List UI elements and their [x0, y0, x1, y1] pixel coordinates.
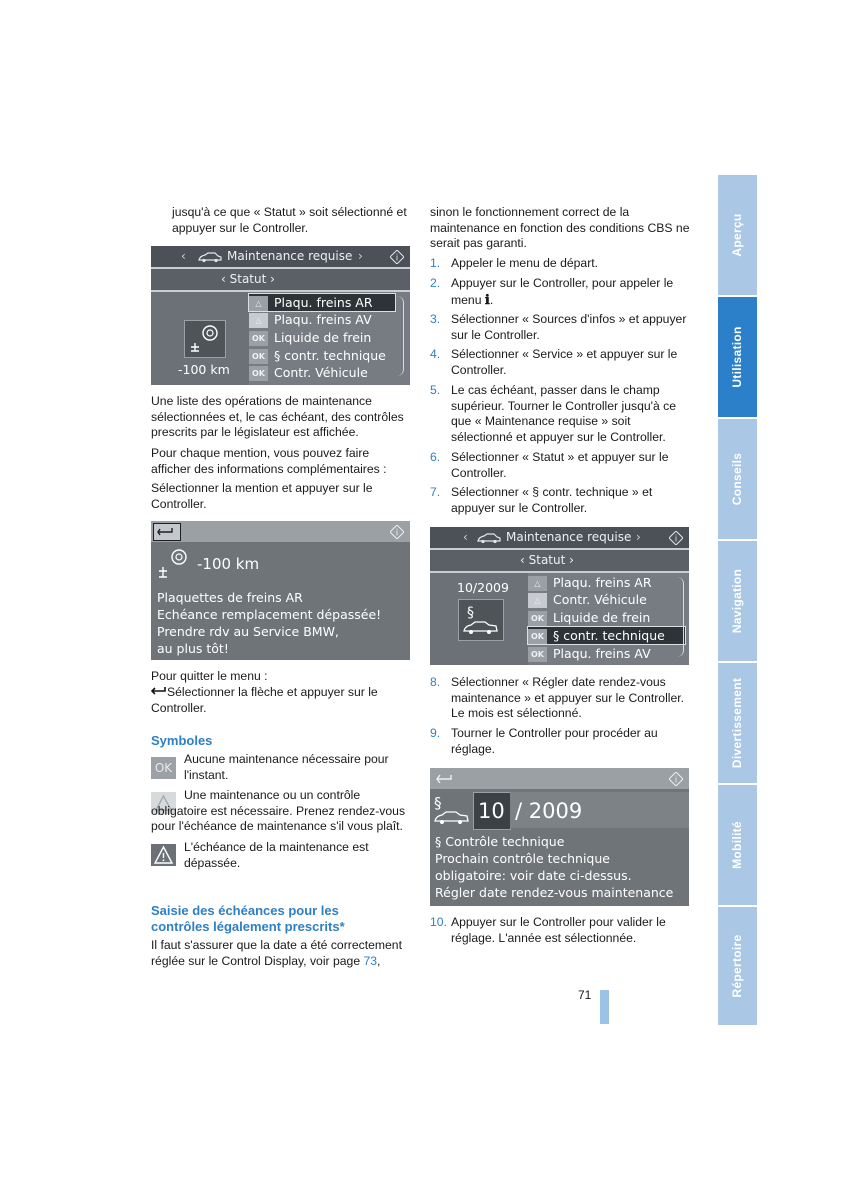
- section-heading: Saisie des échéances pour les contrôles légalement prescrits*: [151, 903, 345, 934]
- left-intro: jusqu'à ce que « Statut » soit sélectionné et appuyer sur le Controller.: [172, 205, 407, 235]
- section-text: Il faut s'assurer que la date a été correctement réglée sur le Control Display, voir page 73,: [151, 938, 402, 968]
- screen-title: Maintenance requise: [227, 249, 353, 263]
- warning-badge: △: [528, 576, 547, 591]
- left-para-3: Sélectionner la mention et appuyer sur le Controller.: [151, 481, 373, 511]
- tab-apercu[interactable]: Aperçu: [718, 175, 757, 295]
- date-value: 10/2009: [457, 580, 509, 595]
- symbol-ok-text: Aucune maintenance nécessaire pour l'instant.: [184, 752, 389, 782]
- year-value: / 2009: [515, 799, 583, 823]
- ok-symbol-icon: OK: [151, 757, 176, 779]
- list-item[interactable]: △ Contr. Véhicule: [528, 591, 647, 608]
- legal-inspection-icon: [431, 792, 472, 828]
- detail-line: obligatoire: voir date ci-dessus.: [435, 868, 632, 883]
- tab-mobilite[interactable]: Mobilité: [718, 785, 757, 905]
- list-item[interactable]: OK Plaqu. freins AV: [528, 645, 651, 662]
- ok-badge: OK: [528, 647, 547, 662]
- back-arrow-icon[interactable]: [436, 768, 454, 789]
- screen-maintenance-status: [151, 246, 410, 385]
- list-item[interactable]: OK § contr. technique: [249, 347, 386, 364]
- back-arrow-icon: [151, 686, 167, 697]
- status-label: ‹ Statut ›: [520, 553, 574, 567]
- detail-line: au plus tôt!: [157, 641, 229, 656]
- screen-detail: [151, 521, 410, 660]
- overdue-triangle-icon: [151, 844, 176, 866]
- list-item[interactable]: OK § contr. technique: [528, 627, 685, 644]
- warning-badge: △: [528, 593, 547, 608]
- screen-maintenance-date: [430, 527, 689, 665]
- warning-badge: △: [249, 296, 268, 311]
- screen-title: Maintenance requise: [506, 530, 632, 544]
- svg-text:§: §: [434, 794, 442, 812]
- detail-line: Prendre rdv au Service BMW,: [157, 624, 339, 639]
- distance-value: -100 km: [178, 362, 230, 377]
- tab-conseils[interactable]: Conseils: [718, 419, 757, 539]
- svg-text:i: i: [674, 534, 678, 544]
- info-icon: [390, 246, 404, 267]
- list-item[interactable]: △ Plaqu. freins AV: [249, 311, 372, 328]
- arrow-left-icon: ‹: [463, 530, 468, 544]
- ok-badge: OK: [528, 629, 547, 644]
- car-icon: [476, 527, 502, 548]
- scrollbar[interactable]: [397, 296, 404, 376]
- list-item[interactable]: OK Liquide de frein: [528, 609, 650, 626]
- warning-badge: △: [249, 313, 268, 328]
- list-item[interactable]: OK Contr. Véhicule: [249, 364, 368, 381]
- detail-line: § Contrôle technique: [435, 834, 565, 849]
- ok-badge: OK: [249, 331, 268, 346]
- legal-inspection-icon: [458, 599, 504, 641]
- right-intro: sinon le fonctionnement correct de la maintenance en fonction des conditions CBS ne serait pas garanti.: [430, 205, 690, 251]
- quit-text: Sélectionner la flèche et appuyer sur le Controller.: [151, 685, 378, 715]
- tab-utilisation[interactable]: Utilisation: [718, 297, 757, 417]
- svg-text:i: i: [395, 253, 399, 263]
- tab-divertissement[interactable]: Divertissement: [718, 663, 757, 783]
- left-para-1: Une liste des opérations de maintenance sélectionnées et, le cas échéant, des contrôles prescrits par le législateur est affichée.: [151, 394, 404, 440]
- symbols-heading: Symboles: [151, 733, 213, 748]
- service-icon: [154, 547, 194, 583]
- status-label: ‹ Statut ›: [221, 272, 275, 286]
- info-icon: [669, 527, 683, 548]
- distance-value: -100 km: [197, 555, 260, 573]
- scrollbar[interactable]: [677, 577, 684, 657]
- detail-line: Plaquettes de freins AR: [157, 590, 303, 605]
- page-link[interactable]: 73: [363, 953, 378, 968]
- screen-set-date: [430, 768, 689, 906]
- tab-navigation[interactable]: Navigation: [718, 541, 757, 661]
- tab-repertoire[interactable]: Répertoire: [718, 907, 757, 1025]
- page-marker: [600, 990, 609, 1024]
- arrow-right-icon: ›: [636, 530, 641, 544]
- left-para-2: Pour chaque mention, vous pouvez faire afficher des informations complémentaires :: [151, 446, 387, 476]
- info-icon: [390, 521, 404, 542]
- ok-badge: OK: [249, 366, 268, 381]
- back-arrow-icon[interactable]: [153, 523, 181, 541]
- list-item[interactable]: OK Liquide de frein: [249, 329, 371, 346]
- list-item[interactable]: △ Plaqu. freins AR: [249, 294, 395, 311]
- month-value: 10: [478, 799, 505, 823]
- svg-text:i: i: [395, 528, 399, 538]
- arrow-right-icon: ›: [358, 249, 363, 263]
- page-number: 71: [578, 988, 592, 1002]
- service-icon: [184, 320, 226, 358]
- list-item[interactable]: △ Plaqu. freins AR: [528, 574, 652, 591]
- quit-label: Pour quitter le menu :: [151, 669, 268, 683]
- arrow-left-icon: ‹: [181, 249, 186, 263]
- car-icon: [197, 246, 223, 267]
- ok-badge: OK: [249, 349, 268, 364]
- ok-badge: OK: [528, 611, 547, 626]
- svg-text:i: i: [674, 775, 678, 785]
- detail-line: Régler date rendez-vous maintenance: [435, 885, 674, 900]
- symbol-overdue-text: L'échéance de la maintenance est dépassée.: [184, 840, 369, 870]
- detail-line: Echéance remplacement dépassée!: [157, 607, 382, 622]
- info-menu-icon: ℹ: [484, 291, 490, 307]
- info-icon: [669, 768, 683, 789]
- symbol-warning-text: Une maintenance ou un contrôle obligatoire est nécessaire. Prenez rendez-vous pour l'échéance de maintenance s'il vous plaît.: [151, 788, 406, 834]
- svg-text:§: §: [467, 605, 474, 621]
- detail-line: Prochain contrôle technique: [435, 851, 610, 866]
